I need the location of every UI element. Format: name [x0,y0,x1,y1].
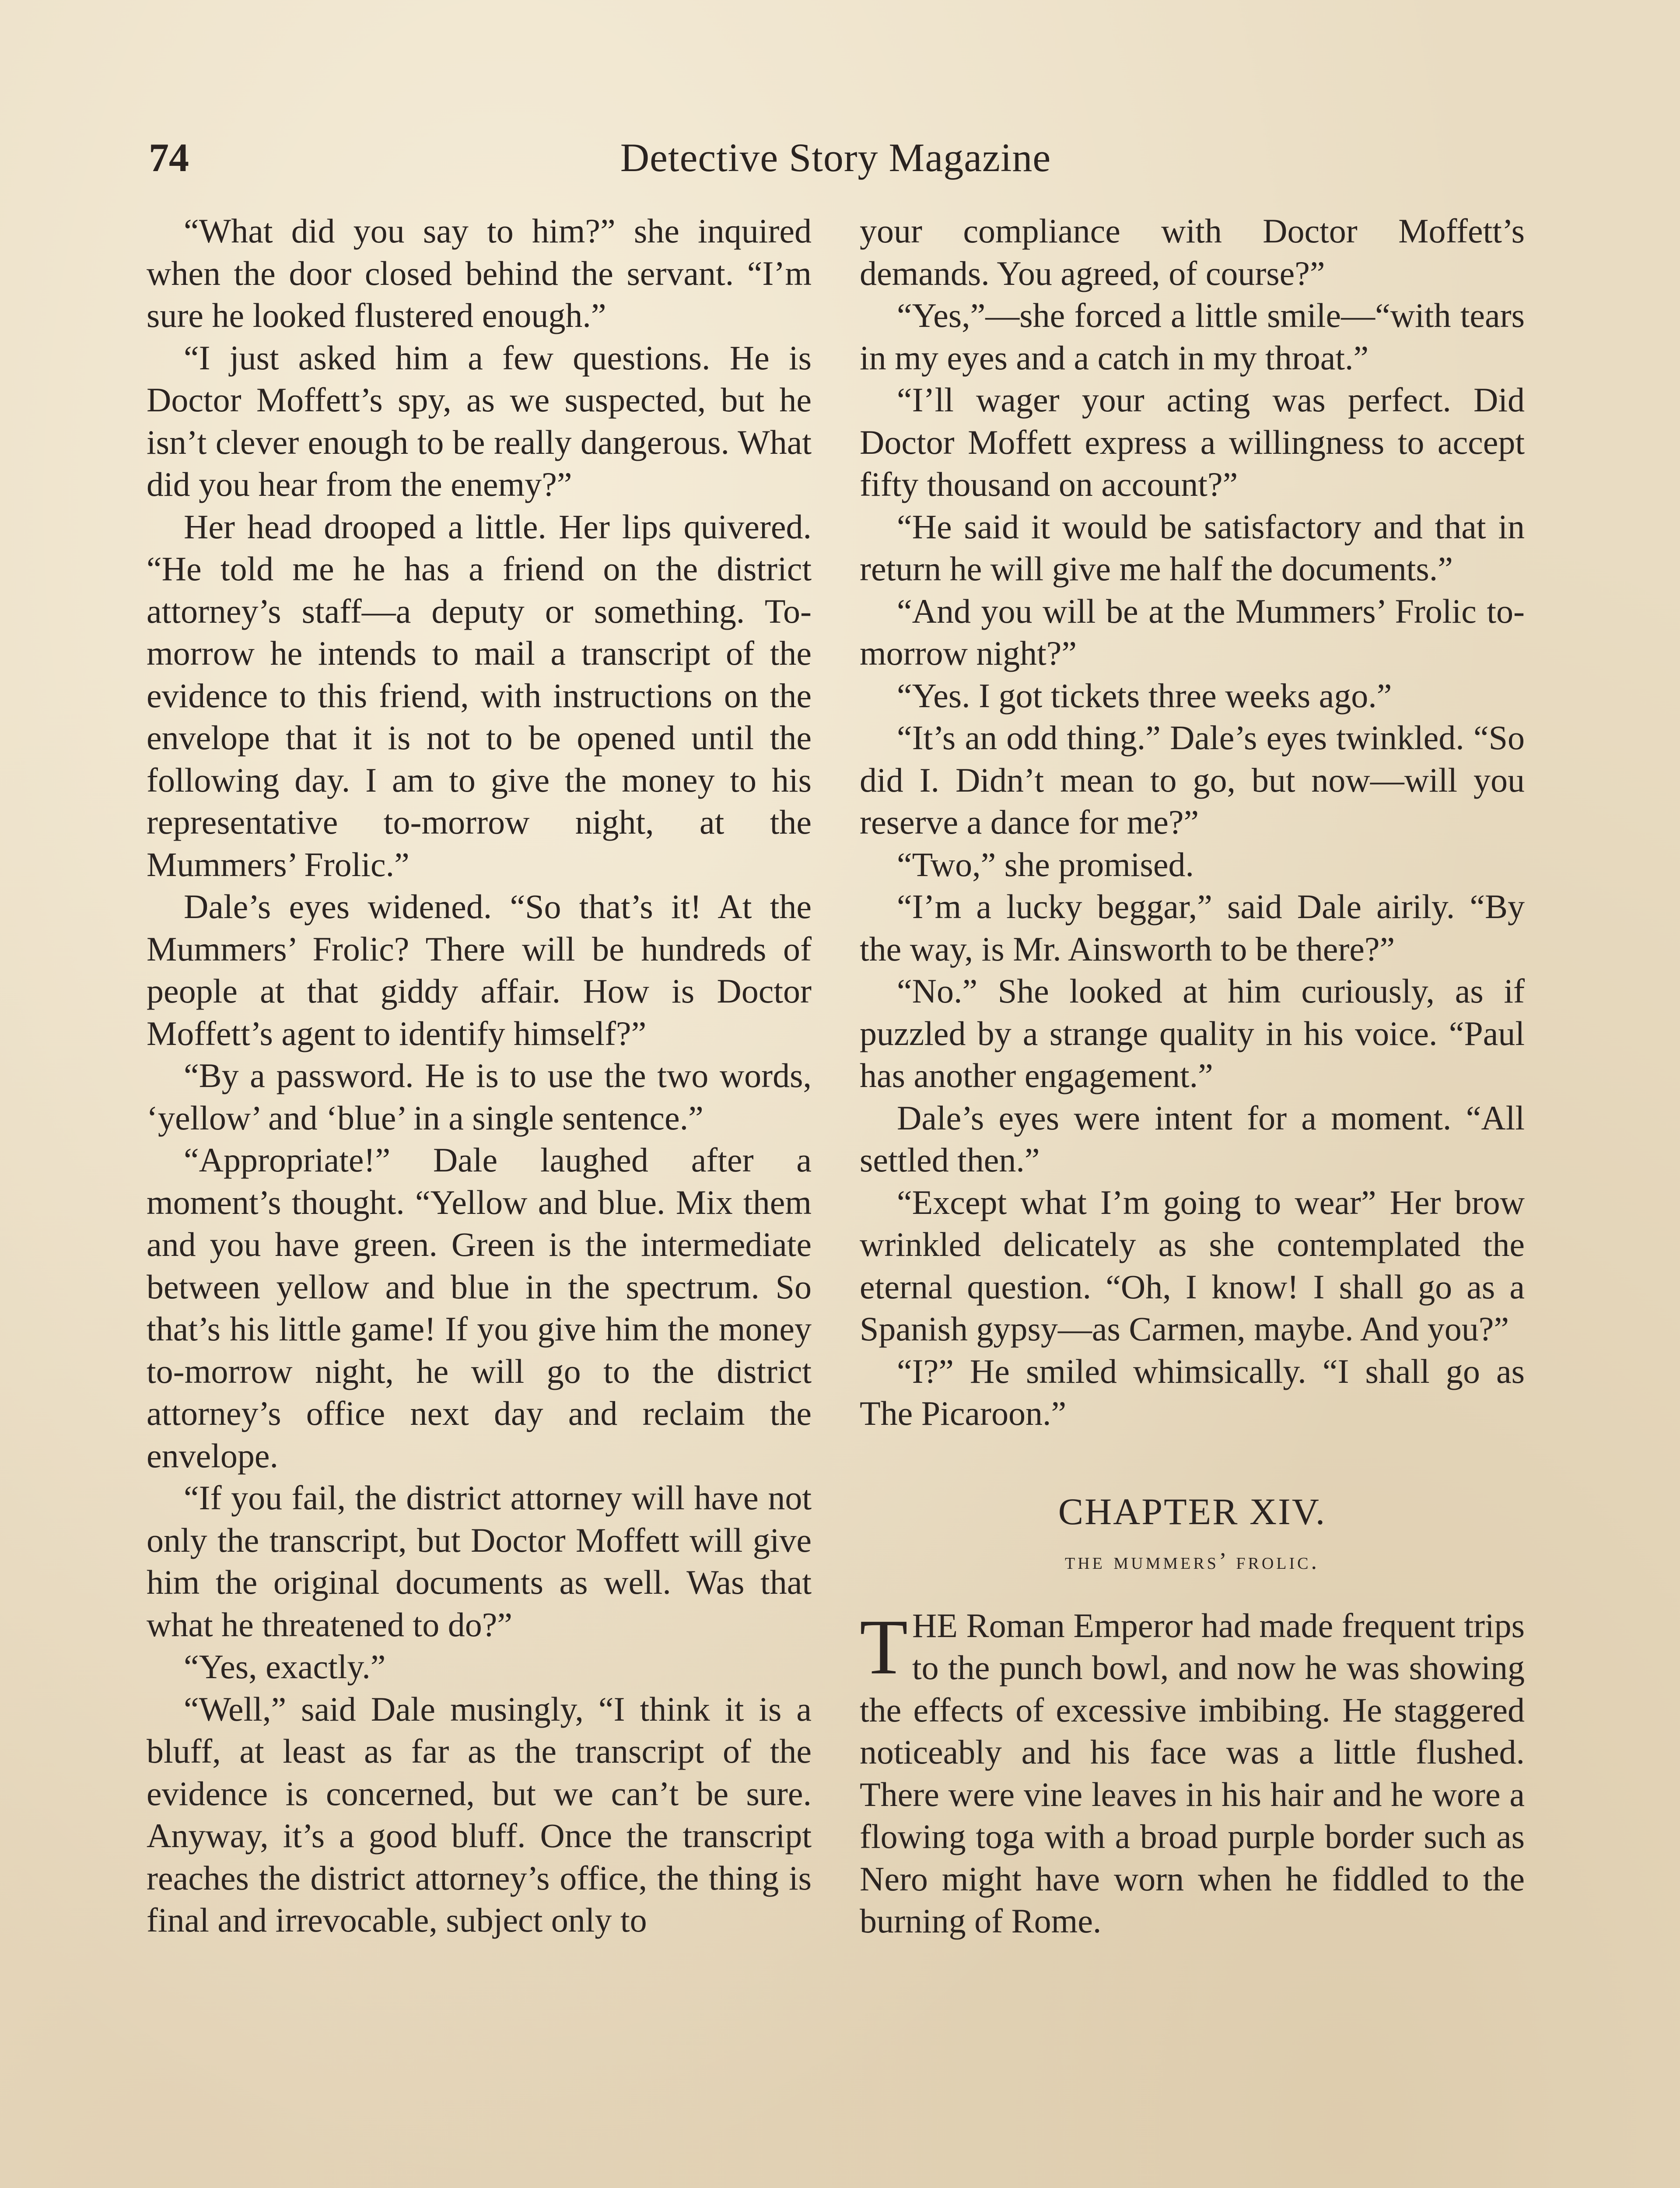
paragraph: “No.” She looked at him curiously, as if puzzled by a strange quality in his voice. “Paul has another engagement.” [860,972,1525,1094]
paragraph: “What did you say to him?” she inquired when the door closed behind the servant. “I’m sure he looked flustered enough.” [147,212,812,334]
paragraph: “And you will be at the Mummers’ Frolic to-morrow night?” [860,592,1525,672]
chapter-subtitle: the mummers’ frolic. [1065,1547,1320,1574]
drop-cap: T [860,1603,908,1690]
paragraph: Dale’s eyes were intent for a moment. “All settled then.” [860,1098,1525,1179]
paragraph: “Yes,”—she forced a little smile—“with tears in my eyes and a catch in my throat.” [860,296,1525,377]
paragraph: “Yes, exactly.” [184,1648,386,1686]
chapter-title: CHAPTER XIV. [1058,1490,1326,1532]
paragraph: “Well,” said Dale musingly, “I think it is a bluff, at least as far as the transcript of the evidence is concerned, but we can’t be sure. Anyway, it’s a good bluff. Once the transcript reaches the district attorney’s office, the thing is final and irrevocable, subject only to [147,1690,812,1939]
paragraph: “Except what I’m going to wear” Her brow wrinkled delicately as she contemplated the eternal question. “Oh, I know! I shall go as a Spanish gypsy—as Carmen, maybe. And you?” [860,1183,1525,1348]
paragraph: “It’s an odd thing.” Dale’s eyes twinkled. “So did I. Didn’t mean to go, but now—will you reserve a dance for me?” [860,719,1525,841]
running-head: Detective Story Magazine [620,135,1051,180]
paragraph: “I?” He smiled whimsically. “I shall go as The Picaroon.” [860,1352,1525,1432]
paragraph: “If you fail, the district attorney will have not only the transcript, but Doctor Moffett will give him the original documents as well. Was that what he threatened to do?” [147,1479,812,1644]
paragraph: “Appropriate!” Dale laughed after a moment’s thought. “Yellow and blue. Mix them and you have green. Green is the intermediate between yellow and blue in the spectrum. So that’s his little game! If you give him the money to-morrow night, he will go to the district attorney’s office next day and reclaim the envelope. [147,1141,812,1475]
paragraph-continued: your compliance with Doctor Moffett’s demands. You agreed, of course?” [860,212,1525,292]
paragraph: Dale’s eyes widened. “So that’s it! At the Mummers’ Frolic? There will be hundreds of people at that giddy affair. How is Doctor Moffett’s agent to identify himself?” [147,887,812,1052]
paragraph: “Yes. I got tickets three weeks ago.” [897,676,1392,715]
right-column [860,210,1525,1943]
page-header [149,129,1522,186]
page-number: 74 [149,135,189,180]
left-column [147,210,812,1942]
paragraph: “He said it would be satisfactory and that in return he will give me half the documents.” [860,507,1525,588]
chapter-opening-paragraph [860,1605,1525,1943]
paragraph: “I just asked him a few questions. He is Doctor Moffett’s spy, as we suspected, but he isn’t clever enough to be really dangerous. What did you hear from the enemy?” [147,338,812,503]
paragraph: Her head drooped a little. Her lips quivered. “He told me he has a friend on the district attorney’s staff—a deputy or something. To-morrow he intends to mail a transcript of the evidence to this friend, with instructions on the envelope that it is not to be opened until the following day. I am to give the money to his representative to-morrow night, at the Mummers’ Frolic.” [147,507,812,884]
paragraph: “By a password. He is to use the two words, ‘yellow’ and ‘blue’ in a single sentence.” [147,1056,812,1137]
paragraph: “I’ll wager your acting was perfect. Did Doctor Moffett express a willingness to accept fifty thousand on account?” [860,381,1525,503]
chapter-opening-text: HE Roman Emperor had made frequent trips to the punch bowl, and now he was showing the effects of excessive imbibing. He staggered noticeably and his face was a little flushed. There were vine leaves in his hair and he wore a flowing toga with a broad purple border such as Nero might have worn when he fiddled to the burning of Rome. [860,1606,1525,1940]
paragraph: “I’m a lucky beggar,” said Dale airily. “By the way, is Mr. Ainsworth to be there?” [860,887,1525,968]
paragraph: “Two,” she promised. [897,845,1194,884]
